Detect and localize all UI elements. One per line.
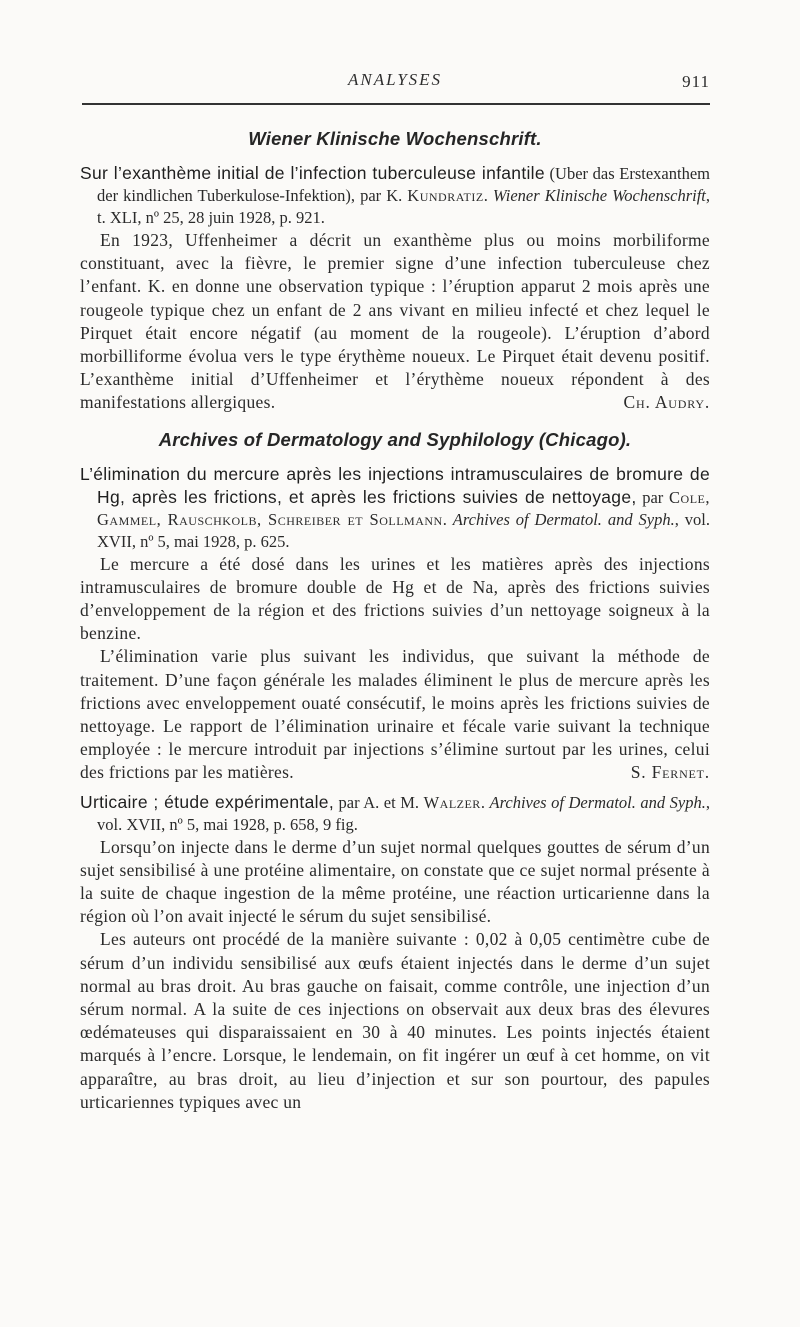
- abstract-paragraph: Le mercure a été dosé dans les urines et les matières après des injections intramusculaires de bromure double de Hg et de Na, après des frictions suivies d’enveloppement de la région et des frictions suivies d’un nettoyage soigneux à la benzine.: [80, 553, 710, 644]
- ref-details: , vol. XVII, nº 5, mai 1928, p. 658, 9 fig.: [97, 792, 711, 834]
- reviewer-signature: S. Fernet.: [630, 762, 710, 783]
- article-reference: [80, 162, 710, 229]
- ref-text: (Uber das Erstexanthem der kindlichen Tuberkulose-Infektion), par K.: [97, 164, 710, 205]
- article-reference: [80, 791, 710, 836]
- journal-heading-archives: Archives of Dermatology and Syphilology (Chicago).: [158, 428, 632, 450]
- reviewer-signature: Ch. Audry.: [623, 392, 710, 413]
- article-title: L’élimination du mercure après les injections intramusculaires de bromure de Hg, après les frictions, et après les frictions suivies de nettoyage,: [80, 463, 710, 507]
- running-title: ANALYSES: [347, 70, 443, 89]
- ref-text: .: [480, 792, 490, 812]
- journal-name: Archives of Dermatol. and Syph.: [489, 792, 706, 812]
- article-urticaire: [80, 791, 710, 1114]
- article-title: Sur l’exanthème initial de l’infection tuberculeuse infantile: [80, 163, 545, 183]
- paragraph-text: En 1923, Uffenheimer a décrit un exanthème plus ou moins morbiliforme constituant, avec la fièvre, le premier signe d’une infection tuberculeuse chez l’enfant. K. en donne une observation typique : l’éruption apparut 2 mois après une rougeole typique chez un enfant de 2 ans vivant en milieu infecté et chez lequel le Pirquet était encore négatif (au moment de la rougeole). L’éruption d’abord morbilliforme évolua vers le type érythème noueux. Le Pirquet était devenu positif. L’exanthème initial d’Uffenheimer et l’érythème noueux répondent à des manifestations allergiques.: [80, 230, 710, 413]
- page-number: 911: [682, 72, 710, 91]
- author-name: Walzer: [423, 792, 481, 812]
- header-rule: [82, 103, 710, 105]
- article-mercure: [80, 463, 710, 785]
- abstract-paragraph: [80, 645, 710, 784]
- abstract-paragraph: Lorsqu’on injecte dans le derme d’un sujet normal quelques gouttes de sérum d’un sujet sensibilisé à une protéine alimentaire, on constate que ce sujet normal présente à la suite de chaque ingestion de la même protéine, une réaction urticarienne dans la région où l’on avait injecté le sérum du sujet sensibilisé.: [80, 836, 710, 927]
- ref-text: par A. et M.: [334, 792, 424, 812]
- article-reference: [80, 463, 710, 553]
- author-name: Kundratiz: [407, 186, 484, 205]
- running-head: [80, 68, 710, 98]
- journal-heading-wiener: Wiener Klinische Wochenschrift.: [248, 128, 542, 149]
- journal-name: Wiener Klinische Wochenschrift: [492, 186, 706, 205]
- page-content: [80, 128, 710, 1114]
- ref-details: , t. XLI, nº 25, 28 juin 1928, p. 921.: [97, 186, 710, 227]
- journal-name: Archives of Dermatol. and Syph.: [452, 509, 675, 529]
- article-title: Urticaire ; étude expérimentale,: [80, 791, 334, 812]
- ref-text: par: [636, 487, 670, 507]
- ref-text: .: [442, 509, 453, 529]
- paragraph-text: L’élimination varie plus suivant les individus, que suivant la méthode de traitement. D’une façon générale les malades éliminent le plus de mercure après les frictions avec enveloppement ouaté consécutif, le moins après les frictions suivies de nettoyage. Le rapport de l’élimination urinaire et fécale varie suivant la technique employée : le mercure introduit par injections s’élimine surtout par les urines, celui des frictions par les matières.: [80, 646, 710, 783]
- abstract-paragraph: Les auteurs ont procédé de la manière suivante : 0,02 à 0,05 centimètre cube de sérum d’un individu sensibilisé aux œufs étaient injectés dans le derme d’un sujet normal au bras droit. Au bras gauche on faisait, comme contrôle, une injection d’un sérum normal. A la suite de ces injections on observait aux deux bras des élevures œdémateuses qui disparaissaient en 30 à 40 minutes. Les points injectés étaient marqués à l’encre. Lorsque, le lendemain, on fit ingérer un œuf à cet homme, on vit apparaître, au bras droit, au lieu d’injection et sur son pourtour, des papules urticariennes typiques avec un: [80, 929, 710, 1112]
- author-names: Cole, Gammel, Rauschkolb, Schreiber et Sollmann: [97, 487, 710, 529]
- article-exantheme: [80, 162, 710, 415]
- abstract-paragraph: [80, 229, 710, 415]
- ref-text: .: [483, 186, 493, 205]
- ref-details: , vol. XVII, nº 5, mai 1928, p. 625.: [97, 509, 710, 551]
